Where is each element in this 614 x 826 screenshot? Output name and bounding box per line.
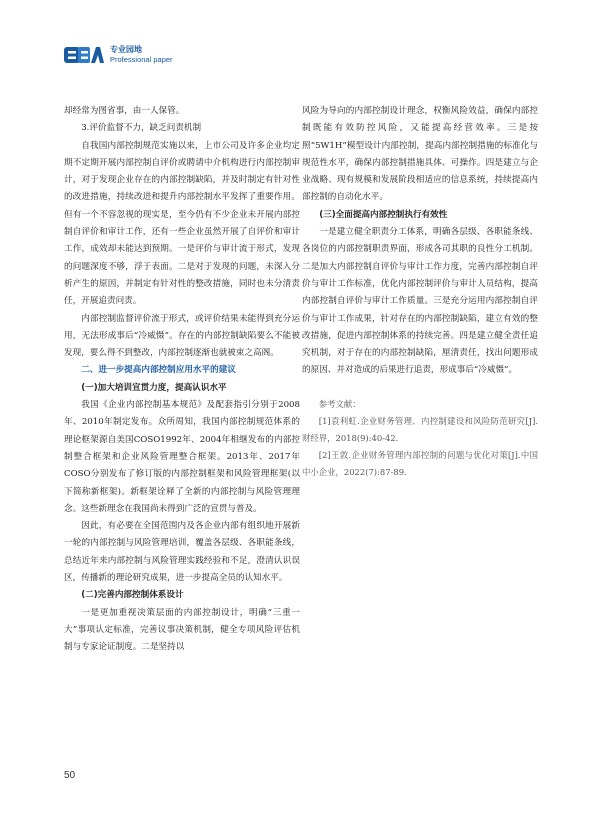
journal-logo-icon [64, 44, 104, 66]
subsection-heading: (三)全面提高内部控制执行有效性 [319, 209, 448, 220]
paragraph-continued: 风险为导向的内部控制设计理念，权衡风险效益，确保内部控制既能有效防控风险，又能提高经营效率。三是按照“5W1H”模型设计内部控制，提高内部控制措施的标准化与规范性水平，确保内部控制措施具体、可操作。四是建立与企业战略、现有规模和发展阶段相适应的信息系统，持续提高内部控制的自动化水平。 [302, 106, 538, 203]
paragraph: 我国《企业内部控制基本规范》及配套指引分别于2008年、2010年制定发布。众所周知，我国内部控制规范体系的理论框架源自美国COSO1992年、2004年相继发布的内部控制整合框架和企业风险管理整合框架。2013年、2017年COSO分别发布了修订版的内部控制框架和风险管理框架(以下简称新框架)。新框架诠释了全新的内部控制与风险管理理念。这些新理念在我国尚未得到广泛的宣贯与普及。 [64, 400, 300, 514]
paragraph: 一是更加重视决策层面的内部控制设计，明确“三重一大”事项认定标准，完善议事决策机制，健全专项风险评估机制与专家论证制度。二是坚持以 [64, 607, 300, 653]
section-heading: 二、进一步提高内部控制应用水平的建议 [81, 365, 236, 376]
references [302, 396, 538, 481]
subsection-heading: (一)加大培训宣贯力度，提高认识水平 [81, 382, 227, 393]
subsection-heading: (二)完善内部控制体系设计 [81, 590, 184, 601]
paragraph: 3.评价监督不力，缺乏问责机制 [81, 123, 202, 134]
paragraph-continued: 却经常为图省事，由一人保管。 [64, 106, 185, 116]
header-section-subtitle: Professional paper [110, 55, 173, 64]
references-title: 参考文献： [318, 398, 361, 409]
reference-item: [1]袁利虹.企业财务管理、内控制建设和风险防范研究[J].财经界，2018(9):40-42. [302, 415, 538, 443]
reference-item: [2]王敦.企业财务管理内部控制的问题与优化对策[J].中国中小企业，2022(7):87-89. [302, 449, 538, 477]
left-column [64, 103, 300, 657]
paragraph: 内部控制监督评价流于形式，或评价结果未能得到充分运用，无法形成事后“冷威慑”。存在的内部控制缺陷要么不能被发现，要么得不到整改，内部控制逐渐也就被束之高阁。 [64, 313, 300, 359]
paragraph: 因此，有必要在全国范围内及各企业内部有组织地开展新一轮的内部控制与风险管理培训，覆盖各层级、各职能条线，总结近年来内部控制与风险管理实践经验和不足，澄清认识误区，传播新的理论研究成果，进一步提高全员的认知水平。 [64, 521, 300, 584]
right-column [302, 103, 538, 481]
paragraph: 自我国内部控制规范实施以来，上市公司及许多企业均定期不定期开展内部控制自评价或聘请中介机构进行内部控制审计，对于发现企业存在的内部控制缺陷，并及时制定有针对性的改进措施，持续改进和提升内部控制水平发挥了重要作用。但有一个不容忽视的现实是，至今仍有不少企业未开展内部控制自评价和审计工作，还有一些企业虽然开展了自评价和审计工作，成效却未能达到预期。一是评价与审计流于形式，发现的问题深度不够，浮于表面。二是对于发现的问题，未深入分析产生的原因，并制定有针对性的整改措施，同时也未分清责任，开展追责问责。 [64, 140, 300, 307]
paragraph: 一是建立健全职责分工体系，明确各层级、各职能条线、各岗位的内部控制职责界面，形成各司其职的良性分工机制。二是加大内部控制自评价与审计工作力度，完善内部控制自评价与审计工作标准，优化内部控制评价与审计人员结构，提高内部控制自评价与审计工作质量。三是充分运用内部控制自评价与审计工作成果，针对存在的内部控制缺陷，建立有效的整改措施，促进内部控制体系的持续完善。四是建立健全责任追究机制，对于存在的内部控制缺陷，厘清责任，找出问题形成的原因、并对造成的后果进行追责，形成事后“冷威慑”。 [302, 227, 538, 376]
page-number: 50 [64, 770, 76, 781]
header-section-title: 专业园地 [110, 45, 142, 54]
